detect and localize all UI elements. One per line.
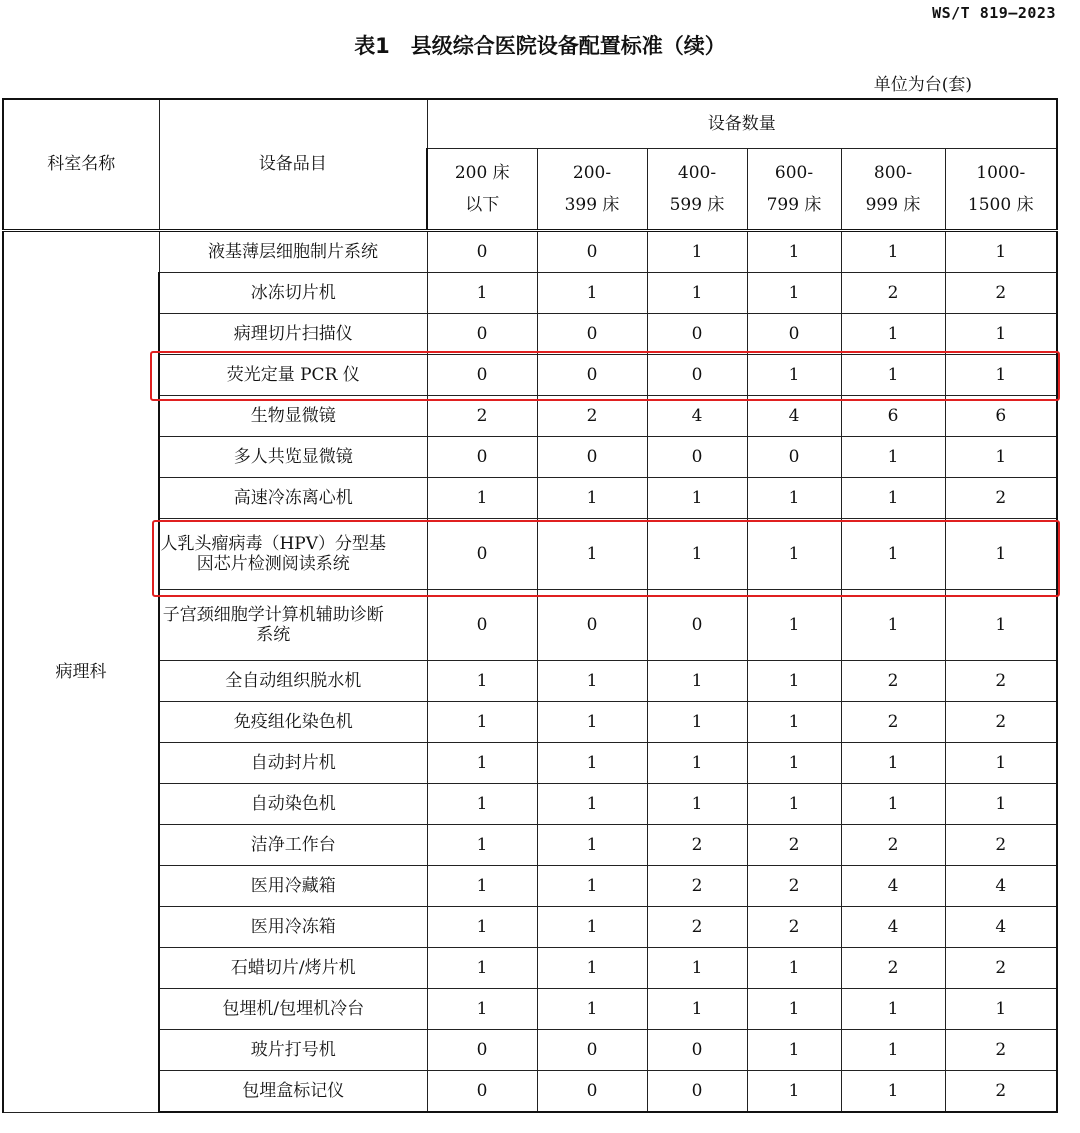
- quantity-cell: 1: [537, 866, 647, 907]
- header-bed-range: [747, 149, 841, 231]
- table-row: [3, 1071, 1057, 1113]
- quantity-cell: 0: [537, 314, 647, 355]
- quantity-cell: 1: [427, 478, 537, 519]
- quantity-cell: 1: [427, 825, 537, 866]
- table-row: [3, 437, 1057, 478]
- equipment-name: 石蜡切片/烤片机: [159, 948, 427, 989]
- quantity-cell: 2: [945, 1071, 1057, 1113]
- quantity-cell: 2: [647, 866, 747, 907]
- quantity-cell: 1: [427, 989, 537, 1030]
- header-bed-range: [841, 149, 945, 231]
- quantity-cell: 1: [537, 478, 647, 519]
- equipment-name: 生物显微镜: [159, 396, 427, 437]
- quantity-cell: 1: [647, 478, 747, 519]
- table-row: [3, 478, 1057, 519]
- unit-note: 单位为台(套): [873, 75, 972, 95]
- bed-range-line2: 以下: [465, 195, 500, 215]
- equipment-name: 自动封片机: [159, 743, 427, 784]
- equipment-name: 包埋机/包埋机冷台: [159, 989, 427, 1030]
- quantity-cell: 0: [747, 437, 841, 478]
- quantity-cell: 1: [537, 825, 647, 866]
- header-bed-range: [427, 149, 537, 231]
- quantity-cell: 1: [841, 437, 945, 478]
- header-item: 设备品目: [159, 99, 427, 231]
- quantity-cell: 1: [537, 948, 647, 989]
- equipment-name: 包埋盒标记仪: [159, 1071, 427, 1113]
- quantity-cell: 1: [747, 784, 841, 825]
- equipment-name: 全自动组织脱水机: [159, 661, 427, 702]
- quantity-cell: 1: [841, 743, 945, 784]
- quantity-cell: 0: [647, 1071, 747, 1113]
- equipment-name: 病理切片扫描仪: [159, 314, 427, 355]
- quantity-cell: 2: [945, 478, 1057, 519]
- quantity-cell: 4: [747, 396, 841, 437]
- quantity-cell: 1: [647, 784, 747, 825]
- equipment-name: 人乳头瘤病毒（HPV）分型基因芯片检测阅读系统: [159, 519, 427, 590]
- equipment-name: 高速冷冻离心机: [159, 478, 427, 519]
- quantity-cell: 1: [747, 231, 841, 273]
- table-row: [3, 519, 1057, 590]
- quantity-cell: 1: [647, 702, 747, 743]
- quantity-cell: 1: [945, 231, 1057, 273]
- quantity-cell: 0: [537, 1030, 647, 1071]
- table-title: 表1 县级综合医院设备配置标准（续）: [354, 34, 726, 58]
- quantity-cell: 0: [427, 314, 537, 355]
- quantity-cell: 0: [537, 437, 647, 478]
- bed-range-line2: 1500 床: [967, 195, 1034, 215]
- quantity-cell: 1: [647, 519, 747, 590]
- equipment-name: 液基薄层细胞制片系统: [159, 231, 427, 273]
- table-row: [3, 743, 1057, 784]
- quantity-cell: 1: [945, 437, 1057, 478]
- quantity-cell: 1: [537, 702, 647, 743]
- table-row: [3, 355, 1057, 396]
- quantity-cell: 0: [427, 437, 537, 478]
- bed-range-line2: 999 床: [865, 195, 921, 215]
- quantity-cell: 1: [945, 784, 1057, 825]
- quantity-cell: 1: [647, 661, 747, 702]
- table-row: [3, 825, 1057, 866]
- quantity-cell: 0: [537, 355, 647, 396]
- quantity-cell: 4: [841, 866, 945, 907]
- quantity-cell: 0: [427, 1071, 537, 1113]
- table-row: [3, 273, 1057, 314]
- table-row: [3, 948, 1057, 989]
- equipment-table: [2, 98, 1058, 1113]
- quantity-cell: 1: [747, 355, 841, 396]
- quantity-cell: 1: [841, 989, 945, 1030]
- table-row: [3, 989, 1057, 1030]
- quantity-cell: 0: [647, 1030, 747, 1071]
- quantity-cell: 2: [747, 825, 841, 866]
- equipment-name: 多人共览显微镜: [159, 437, 427, 478]
- quantity-cell: 1: [537, 273, 647, 314]
- quantity-cell: 0: [647, 314, 747, 355]
- quantity-cell: 0: [647, 437, 747, 478]
- table-row: [3, 907, 1057, 948]
- quantity-cell: 1: [747, 989, 841, 1030]
- standard-code: WS/T 819—2023: [932, 4, 1056, 22]
- quantity-cell: 1: [427, 948, 537, 989]
- quantity-cell: 1: [841, 784, 945, 825]
- quantity-cell: 1: [747, 948, 841, 989]
- quantity-cell: 1: [537, 784, 647, 825]
- equipment-name: 冰冻切片机: [159, 273, 427, 314]
- table-row: [3, 661, 1057, 702]
- table-row: [3, 1030, 1057, 1071]
- quantity-cell: 2: [945, 661, 1057, 702]
- quantity-cell: 1: [747, 273, 841, 314]
- quantity-cell: 1: [945, 314, 1057, 355]
- quantity-cell: 1: [747, 661, 841, 702]
- quantity-cell: 2: [945, 273, 1057, 314]
- quantity-cell: 0: [537, 1071, 647, 1113]
- equipment-name: 医用冷冻箱: [159, 907, 427, 948]
- equipment-name: 医用冷藏箱: [159, 866, 427, 907]
- equipment-name: 玻片打号机: [159, 1030, 427, 1071]
- bed-range-line2: 399 床: [564, 195, 620, 215]
- quantity-cell: 1: [647, 989, 747, 1030]
- quantity-cell: 1: [945, 590, 1057, 661]
- header-bed-range: [945, 149, 1057, 231]
- quantity-cell: 2: [945, 1030, 1057, 1071]
- quantity-cell: 0: [537, 590, 647, 661]
- quantity-cell: 1: [537, 661, 647, 702]
- equipment-name: 自动染色机: [159, 784, 427, 825]
- quantity-cell: 1: [427, 866, 537, 907]
- quantity-cell: 2: [537, 396, 647, 437]
- quantity-cell: 0: [747, 314, 841, 355]
- header-department: 科室名称: [3, 99, 159, 231]
- quantity-cell: 1: [841, 231, 945, 273]
- quantity-cell: 2: [945, 825, 1057, 866]
- quantity-cell: 2: [427, 396, 537, 437]
- quantity-cell: 1: [647, 273, 747, 314]
- quantity-cell: 0: [427, 355, 537, 396]
- bed-range-line1: 1000-: [976, 162, 1026, 183]
- quantity-cell: 2: [841, 661, 945, 702]
- quantity-cell: 2: [747, 907, 841, 948]
- quantity-cell: 0: [427, 1030, 537, 1071]
- table-row: [3, 784, 1057, 825]
- quantity-cell: 2: [841, 825, 945, 866]
- quantity-cell: 4: [945, 866, 1057, 907]
- bed-range-line1: 600-: [774, 162, 814, 183]
- quantity-cell: 2: [841, 273, 945, 314]
- quantity-cell: 6: [945, 396, 1057, 437]
- quantity-cell: 4: [647, 396, 747, 437]
- quantity-cell: 1: [427, 661, 537, 702]
- quantity-cell: 1: [841, 478, 945, 519]
- quantity-cell: 1: [841, 519, 945, 590]
- quantity-cell: 2: [647, 825, 747, 866]
- bed-range-line2: 799 床: [766, 195, 822, 215]
- quantity-cell: 0: [427, 590, 537, 661]
- bed-range-line1: 400-: [677, 162, 717, 183]
- bed-range-line1: 800-: [873, 162, 913, 183]
- equipment-name: 免疫组化染色机: [159, 702, 427, 743]
- quantity-cell: 1: [537, 743, 647, 784]
- quantity-cell: 1: [945, 355, 1057, 396]
- quantity-cell: 2: [747, 866, 841, 907]
- equipment-name: 子宫颈细胞学计算机辅助诊断系统: [159, 590, 427, 661]
- quantity-cell: 1: [427, 907, 537, 948]
- quantity-cell: 1: [945, 519, 1057, 590]
- header-bed-range: [647, 149, 747, 231]
- quantity-cell: 1: [747, 743, 841, 784]
- quantity-cell: 4: [945, 907, 1057, 948]
- quantity-cell: 1: [537, 907, 647, 948]
- quantity-cell: 6: [841, 396, 945, 437]
- quantity-cell: 1: [747, 478, 841, 519]
- quantity-cell: 1: [841, 314, 945, 355]
- quantity-cell: 0: [427, 231, 537, 273]
- quantity-cell: 1: [747, 702, 841, 743]
- quantity-cell: 1: [945, 989, 1057, 1030]
- table-row: [3, 866, 1057, 907]
- quantity-cell: 1: [427, 702, 537, 743]
- quantity-cell: 1: [747, 1071, 841, 1113]
- bed-range-line2: 599 床: [669, 195, 725, 215]
- quantity-cell: 4: [841, 907, 945, 948]
- quantity-cell: 1: [647, 948, 747, 989]
- quantity-cell: 1: [841, 1030, 945, 1071]
- quantity-cell: 1: [427, 273, 537, 314]
- table-row: [3, 590, 1057, 661]
- quantity-cell: 0: [537, 231, 647, 273]
- quantity-cell: 2: [945, 702, 1057, 743]
- quantity-cell: 2: [647, 907, 747, 948]
- header-quantity: 设备数量: [427, 99, 1057, 149]
- quantity-cell: 1: [537, 519, 647, 590]
- equipment-name: 洁净工作台: [159, 825, 427, 866]
- table-row: [3, 702, 1057, 743]
- quantity-cell: 1: [841, 355, 945, 396]
- quantity-cell: 1: [427, 784, 537, 825]
- quantity-cell: 1: [747, 1030, 841, 1071]
- table-row: [3, 396, 1057, 437]
- quantity-cell: 0: [647, 590, 747, 661]
- quantity-cell: 1: [841, 1071, 945, 1113]
- quantity-cell: 2: [945, 948, 1057, 989]
- table-row: [3, 314, 1057, 355]
- quantity-cell: 1: [747, 590, 841, 661]
- table-row: [3, 231, 1057, 273]
- department-cell: 病理科: [3, 231, 159, 1113]
- quantity-cell: 1: [647, 231, 747, 273]
- equipment-name: 荧光定量 PCR 仪: [159, 355, 427, 396]
- quantity-cell: 0: [427, 519, 537, 590]
- quantity-cell: 0: [647, 355, 747, 396]
- quantity-cell: 1: [747, 519, 841, 590]
- quantity-cell: 1: [945, 743, 1057, 784]
- bed-range-line1: 200 床: [454, 162, 510, 183]
- quantity-cell: 1: [537, 989, 647, 1030]
- quantity-cell: 1: [841, 590, 945, 661]
- bed-range-line1: 200-: [572, 162, 612, 183]
- quantity-cell: 1: [427, 743, 537, 784]
- quantity-cell: 2: [841, 948, 945, 989]
- header-bed-range: [537, 149, 647, 231]
- quantity-cell: 1: [647, 743, 747, 784]
- quantity-cell: 2: [841, 702, 945, 743]
